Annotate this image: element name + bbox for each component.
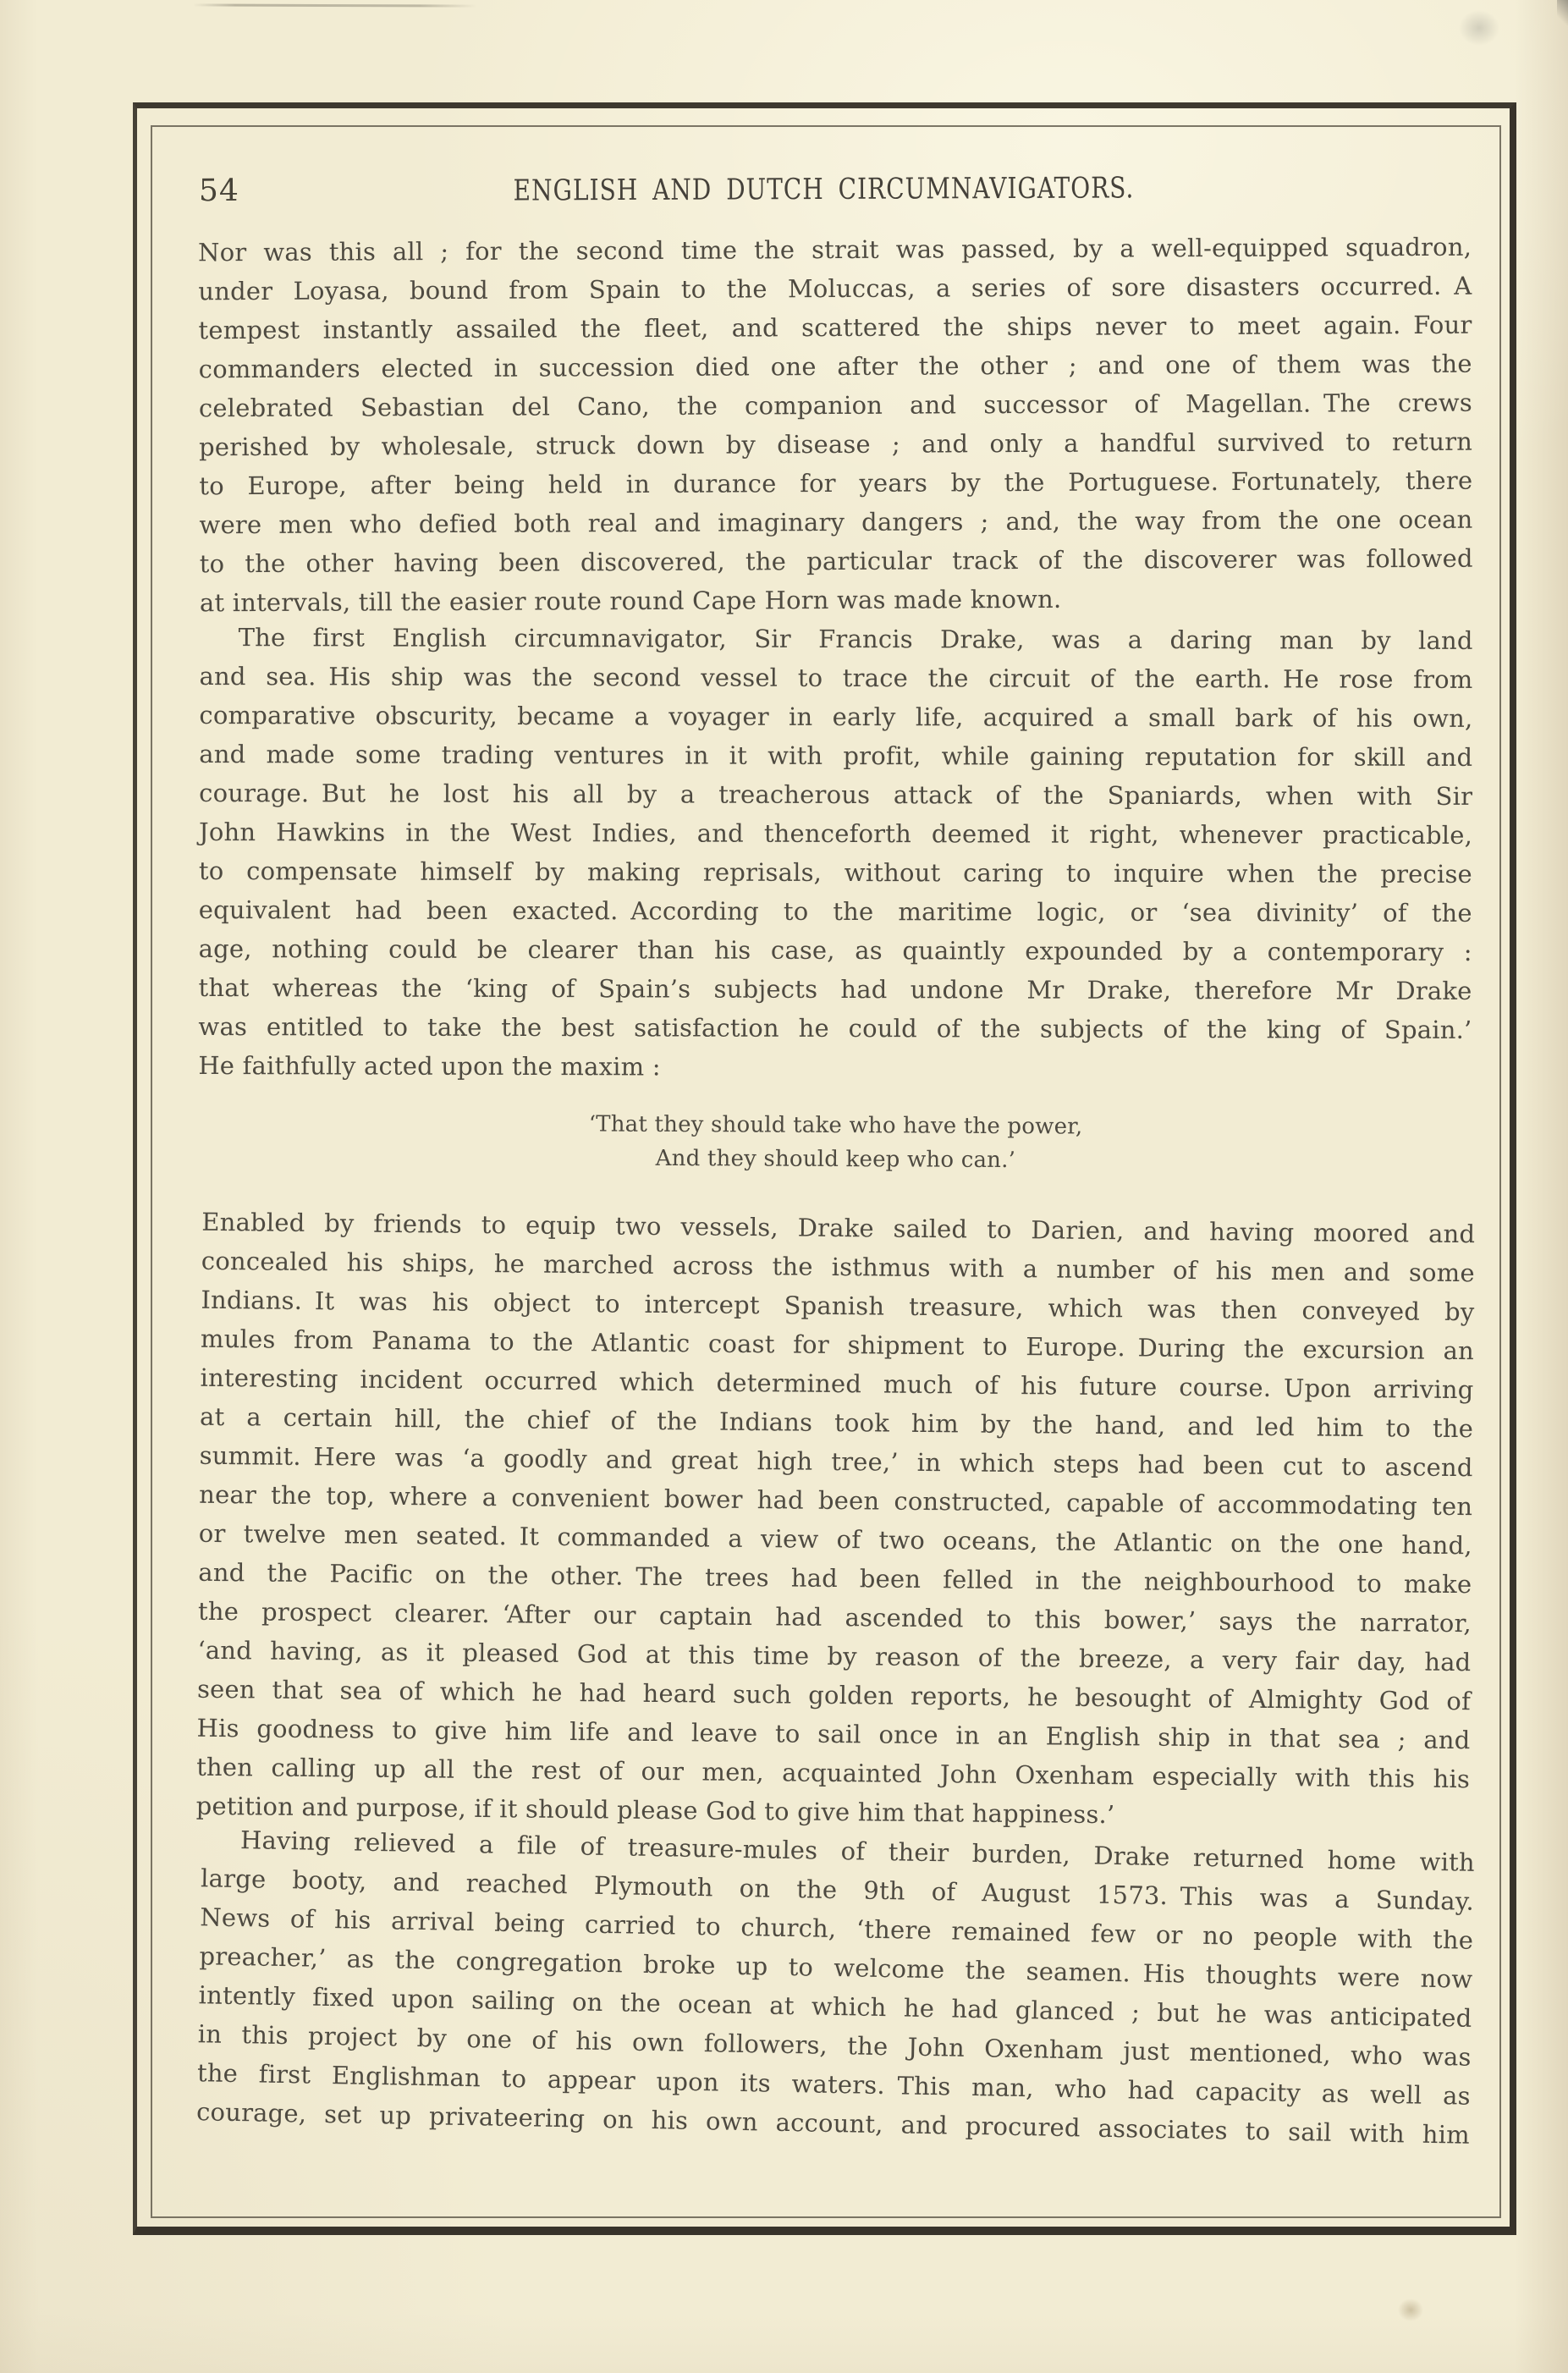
text-line: Enabled by friends to equip two vessels, Drake sailed to Darien, and having moored and (201, 1207, 1476, 1249)
text-line: under Loyasa, bound from Spain to the Moluccas, a series of sore disasters occurred. A (198, 271, 1472, 306)
text-line: then calling up all the rest of our men, acquainted John Oxenham especially with this his (196, 1752, 1471, 1794)
text-line: to compensate himself by making reprisals, without caring to inquire when the precise (198, 856, 1472, 889)
text-line: John Hawkins in the West Indies, and thenceforth deemed it right, whenever practicable, (199, 818, 1473, 850)
text-line: ‘That they should take who have the power, (588, 1111, 1083, 1140)
text-line: at intervals, till the easier route round Cape Horn was made known. (199, 584, 1062, 618)
text-line: News of his arrival being carried to church, ‘there remained few or no people with the (200, 1902, 1474, 1955)
text-line: that whereas the ‘king of Spain’s subjects had undone Mr Drake, therefore Mr Drake (198, 973, 1472, 1005)
text-line: large booty, and reached Plymouth on the 9th of August 1573. This was a Sunday. (200, 1864, 1475, 1916)
text-line: equivalent had been exacted. According to the maritime logic, or ‘sea divinity’ of the (198, 895, 1472, 928)
text-line: Indians. It was his object to intercept Spanish treasure, which was then conveyed by (201, 1285, 1475, 1327)
text-line: the prospect clearer. ‘After our captain had ascended to this bower,’ says the narrator, (197, 1596, 1472, 1638)
text-line: courage. But he lost his all by a treacherous attack of the Spaniards, when with Sir (199, 779, 1473, 811)
verse-quote (199, 1105, 1472, 1180)
text-line: the first Englishman to appear upon its waters. This man, who had capacity as well as (196, 2058, 1472, 2111)
text-line: And they should keep who can.’ (655, 1145, 1016, 1174)
text-line: age, nothing could be clearer than his case, as quaintly expounded by a contemporary : (198, 934, 1472, 966)
text-line: or twelve men seated. It commanded a view of two oceans, the Atlantic on the one hand, (198, 1518, 1472, 1561)
text-line: and made some trading ventures in it with profit, while gaining reputation for skill and (199, 740, 1473, 772)
text-line: He faithfully acted upon the maxim : (198, 1051, 661, 1082)
text-line: The first English circumnavigator, Sir Francis Drake, was a daring man by land (238, 623, 1473, 655)
text-line: summit. Here was ‘a goodly and great high tree,’ in which steps had been cut to ascend (199, 1440, 1473, 1483)
text-line: petition and purpose, if it should please God to give him that happiness.’ (195, 1791, 1115, 1830)
text-line: perished by wholesale, struck down by disease ; and only a handful survived to return (199, 427, 1473, 462)
page-header (199, 170, 1472, 212)
page-edge-mark (193, 3, 476, 7)
text-line: at a certain hill, the chief of the Indians took him by the hand, and led him to the (199, 1401, 1474, 1444)
page-number: 54 (198, 173, 239, 209)
text-line: intently fixed upon sailing on the ocean at which he had glanced ; but he was anticipated (198, 1980, 1472, 2033)
text-line: ‘and having, as it pleased God at this time by reason of the breeze, a very fair day, had (197, 1635, 1472, 1677)
paper-smudge (1459, 10, 1499, 46)
text-line: courage, set up privateering on his own account, and procured associates to sail with him (195, 2097, 1471, 2150)
scan-corner-mark (1557, 0, 1568, 25)
ink-blot (1398, 2299, 1423, 2321)
text-line: Having relieved a file of treasure-mules of their burden, Drake returned home with (239, 1825, 1476, 1877)
text-line: and sea. His ship was the second vessel to trace the circuit of the earth. He rose from (199, 662, 1473, 694)
text-line: tempest instantly assailed the fleet, and scattered the ships never to meet again. Four (198, 310, 1472, 345)
paragraph (196, 1820, 1475, 2155)
text-line: to Europe, after being held in durance for years by the Portuguese. Fortunately, there (199, 465, 1473, 501)
text-line: near the top, where a convenient bower had been constructed, capable of accommodating ten (199, 1479, 1473, 1522)
text-line: and the Pacific on the other. The trees had been felled in the neighbourhood to make (198, 1557, 1472, 1599)
text-line: preacher,’ as the congregation broke up to welcome the seamen. His thoughts were now (199, 1941, 1473, 1994)
text-line: interesting incident occurred which determined much of his future course. Upon arriving (200, 1363, 1474, 1405)
running-title: ENGLISH AND DUTCH CIRCUMNAVIGATORS. (513, 170, 1135, 208)
text-line: celebrated Sebastian del Cano, the companion and successor of Magellan. The crews (198, 388, 1472, 423)
text-line: mules from Panama to the Atlantic coast for shipment to Europe. During the excursion an (200, 1324, 1475, 1366)
text-line: to the other having been discovered, the particular track of the discoverer was followed (199, 543, 1473, 579)
text-line: commanders elected in succession died one after the other ; and one of them was the (198, 349, 1472, 384)
paragraph (198, 618, 1472, 1088)
text-line: Nor was this all ; for the second time the strait was passed, by a well-equipped squadron, (198, 232, 1472, 267)
text-line: in this project by one of his own followers, the John Oxenham just mentioned, who was (197, 2019, 1472, 2072)
paragraph (196, 1203, 1476, 1837)
text-line: His goodness to give him life and leave to sail once in an English ship in that sea ; and (196, 1713, 1471, 1755)
text-line: concealed his ships, he marched across the isthmus with a number of his men and some (201, 1246, 1475, 1288)
text-line: were men who defied both real and imaginary dangers ; and, the way from the one ocean (199, 504, 1473, 540)
text-line: seen that sea of which he had heard such golden reports, he besought of Almighty God of (196, 1674, 1472, 1716)
text-line: comparative obscurity, became a voyager in early life, acquired a small bark of his own, (199, 701, 1473, 733)
text-column (195, 230, 1476, 2150)
paragraph (198, 228, 1473, 623)
text-line: was entitled to take the best satisfaction he could of the subjects of the king of Spain.’ (198, 1012, 1472, 1044)
